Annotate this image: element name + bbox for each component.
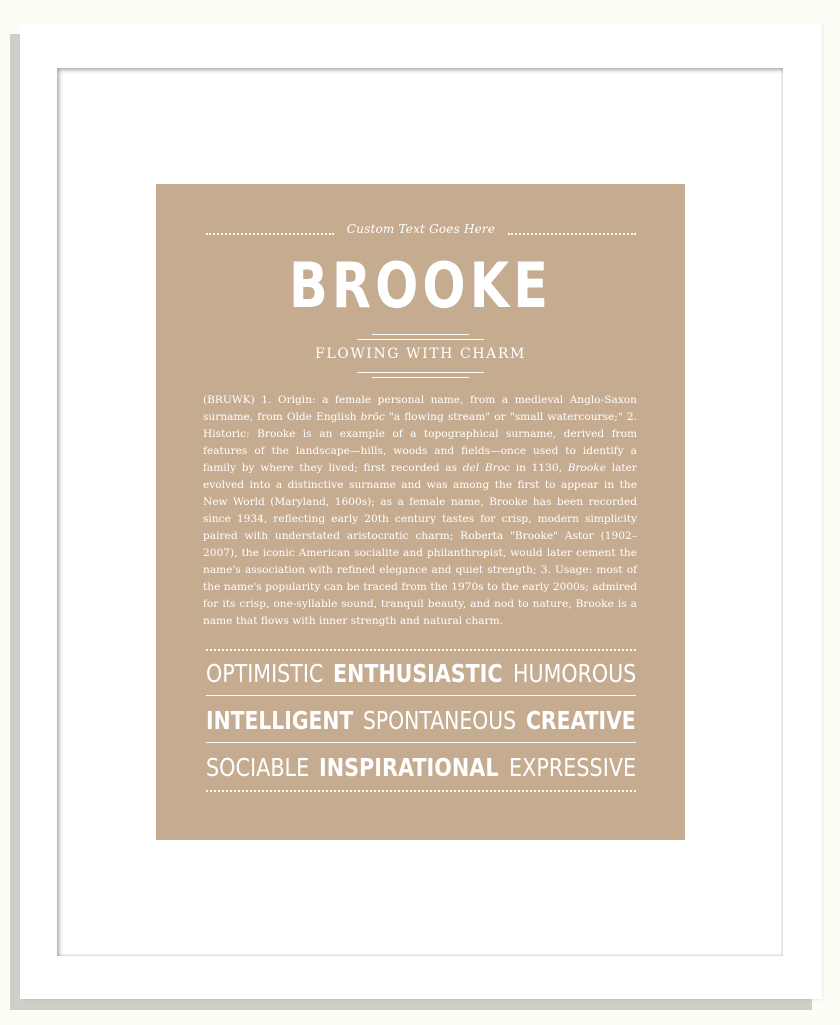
definition-text: later evolved into a distinctive surname and was among the first to appear in the New World (Maryland, 1600s); as a female name, Brooke has been recorded since 1934, reflecting early 20th century tastes for crisp, modern simplicity paired with understated aristocratic charm; Roberta "Brooke" Astor (1902–2007), the iconic American socialite and philanthropist, would later cement the name's association with refined elegance and quiet strength; 3. Usage: most of the name's popularity can be traced from the 1970s to the early 2000s; admired for its crisp, one-syllable sound, tranquil beauty, and nod to nature, Brooke is a name that flows with inner strength and natural charm.	[203, 462, 637, 627]
title-rule	[357, 339, 484, 340]
trait-row	[206, 751, 636, 785]
frame-shadow	[10, 998, 812, 1010]
trait-word: HUMOROUS	[512, 659, 637, 688]
trait-word: SOCIABLE	[206, 753, 310, 782]
dotted-divider	[206, 790, 636, 792]
trait-word: CREATIVE	[526, 706, 637, 735]
dotted-divider	[206, 233, 334, 235]
subtitle-rule	[372, 377, 469, 378]
title-rule	[372, 334, 469, 335]
trait-word: INSPIRATIONAL	[319, 753, 499, 782]
trait-row	[206, 704, 636, 738]
custom-text-row	[206, 222, 636, 242]
definition-italic: brōc	[360, 411, 385, 423]
trait-divider	[206, 695, 636, 696]
trait-word: OPTIMISTIC	[206, 659, 324, 688]
name-title: BROOKE	[288, 249, 553, 322]
definition-italic: Brooke	[567, 462, 606, 474]
dotted-divider	[508, 233, 636, 235]
subtitle-rule	[357, 372, 484, 373]
definition-italic: del Broc	[462, 462, 511, 474]
name-meaning: FLOWING WITH CHARM	[315, 346, 526, 362]
name-definition	[203, 392, 637, 630]
definition-text: in 1130,	[510, 462, 568, 474]
dotted-divider	[206, 649, 636, 651]
trait-row	[206, 657, 636, 691]
frame-shadow	[10, 34, 20, 1008]
trait-word: INTELLIGENT	[206, 706, 354, 735]
definition-text: "a flowing stream" or "small watercourse;" 2. Historic: Brooke is an example of a topographical surname, derived from features of the landscape—hills, woods and fields—once used to identify a family by where they lived; first recorded as	[203, 411, 637, 474]
definition-text: (BRUWK) 1. Origin: a female personal name, from a medieval Anglo-Saxon surname, from Olde English	[203, 394, 637, 423]
trait-divider	[206, 742, 636, 743]
trait-word: ENTHUSIASTIC	[333, 659, 503, 688]
trait-word: SPONTANEOUS	[363, 706, 517, 735]
custom-text: Custom Text Goes Here	[346, 222, 496, 236]
name-art-print	[156, 184, 685, 840]
trait-word: EXPRESSIVE	[508, 753, 637, 782]
